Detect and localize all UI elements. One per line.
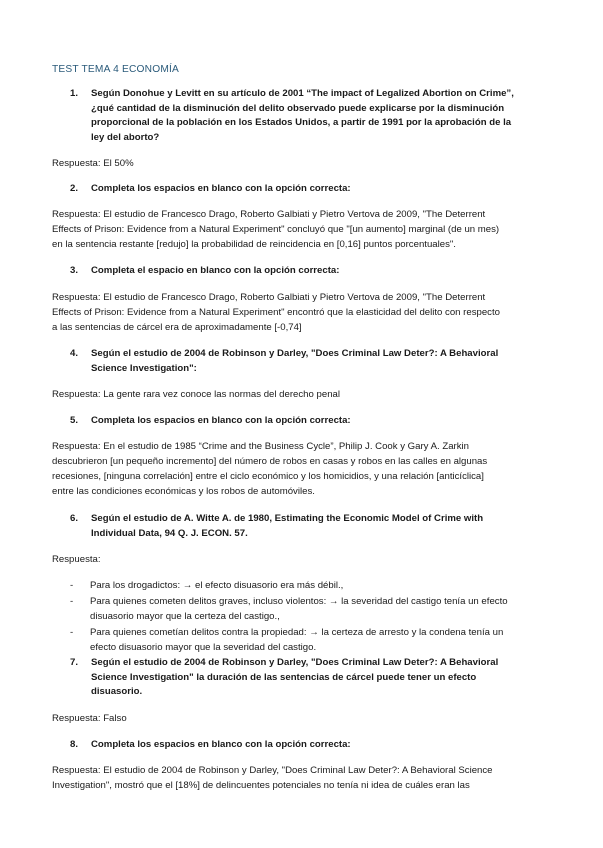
question-line: Science Investigation":	[91, 362, 197, 374]
answer-5-line: entre las condiciones económicas y los robos de automóviles.	[52, 486, 315, 497]
bullet-text: disuasorio mayor que la certeza del castigo.,	[90, 611, 280, 622]
answer-2-line: Respuesta: El estudio de Francesco Drago, Roberto Galbiati y Pietro Vertova de 2009, "The Deterrent	[52, 209, 486, 220]
question-6	[70, 512, 550, 542]
question-1	[70, 87, 550, 147]
question-line: Individual Data, 94 Q. J. ECON. 57.	[91, 527, 248, 539]
question-number: 8.	[70, 739, 79, 750]
answer-3-line: Effects of Prison: Evidence from a Natural Experiment" encontró que la elasticidad del delito con respecto	[52, 307, 500, 318]
question-line: Science Investigation" la duración de las sentencias de cárcel puede tener un efecto	[91, 671, 477, 683]
question-4	[70, 347, 550, 377]
document-title: TEST TEMA 4 ECONOMÍA	[52, 64, 180, 75]
answer-7: Respuesta: Falso	[52, 713, 127, 724]
answer-3-line: a las sentencias de cárcel era de aproximadamente [-0,74]	[52, 322, 302, 333]
question-line: Según el estudio de 2004 de Robinson y Darley, "Does Criminal Law Deter?: A Behavioral	[91, 348, 499, 359]
question-number: 6.	[70, 513, 79, 524]
question-line: Según el estudio de A. Witte A. de 1980, Estimating the Economic Model of Crime with	[91, 513, 484, 524]
bullet-text: Para quienes cometen delitos graves, incluso violentos: → la severidad del castigo tenía un efecto	[90, 596, 508, 607]
question-text: Completa el espacio en blanco con la opción correcta:	[91, 265, 340, 276]
question-number: 2.	[70, 183, 79, 194]
question-text	[91, 656, 549, 700]
question-number: 7.	[70, 657, 79, 668]
question-text	[91, 512, 549, 541]
answer-2-line: Effects of Prison: Evidence from a Natural Experiment" concluyó que "[un aumento] marginal (de un mes)	[52, 224, 500, 235]
question-text: Completa los espacios en blanco con la opción correcta:	[91, 183, 351, 194]
question-7	[70, 656, 550, 701]
question-line: Según el estudio de 2004 de Robinson y Darley, "Does Criminal Law Deter?: A Behavioral	[91, 657, 499, 668]
answer-8-line: Respuesta: El estudio de 2004 de Robinson y Darley, "Does Criminal Law Deter?: A Behavioral Science	[52, 765, 493, 776]
answer-5-line: recesiones, [ninguna correlación] entre el ciclo económico y los homicidios, y una relación [anticíclica]	[52, 471, 484, 482]
answer-2-line: en la sentencia restante [redujo] la probabilidad de reincidencia en [0,16] puntos porcentuales".	[52, 239, 456, 250]
question-line: proporcional de la población en los Estados Unidos, a partir de 1991 por la aprobación de la	[91, 117, 512, 129]
bullet-text: Para quienes cometían delitos contra la propiedad: → la certeza de arresto y la condena tenía un	[90, 627, 504, 638]
answer-6: Respuesta:	[52, 554, 101, 565]
answer-5-line: descubrieron [un pequeño incremento] del número de robos en casas y robos en las calles en algunas	[52, 456, 488, 467]
question-text	[91, 87, 549, 145]
answer-5-line: Respuesta: En el estudio de 1985 “Crime and the Business Cycle”, Philip J. Cook y Gary A. Zarkin	[52, 441, 469, 452]
question-line: ley del aborto?	[91, 131, 160, 143]
question-number: 1.	[70, 88, 79, 99]
question-text: Completa los espacios en blanco con la opción correcta:	[91, 739, 351, 750]
question-line: disuasorio.	[91, 686, 143, 698]
bullet-marker: -	[70, 596, 74, 607]
question-number: 5.	[70, 415, 79, 426]
question-line: Según Donohue y Levitt en su artículo de 2001 “The impact of Legalized Abortion on Crime”,	[91, 88, 514, 99]
bullet-text: Para los drogadictos: → el efecto disuasorio era más débil.,	[90, 580, 344, 591]
question-line: ¿qué cantidad de la disminución del delito observado puede explicarse por la disminución	[91, 102, 505, 114]
question-text: Completa los espacios en blanco con la opción correcta:	[91, 415, 351, 426]
question-number: 3.	[70, 265, 79, 276]
bullet-marker: -	[70, 580, 74, 591]
bullet-marker: -	[70, 627, 74, 638]
answer-4: Respuesta: La gente rara vez conoce las normas del derecho penal	[52, 389, 340, 400]
answer-3-line: Respuesta: El estudio de Francesco Drago, Roberto Galbiati y Pietro Vertova de 2009, "The Deterrent	[52, 292, 486, 303]
question-text	[91, 347, 549, 376]
question-number: 4.	[70, 348, 79, 359]
bullet-text: efecto disuasorio mayor que la severidad del castigo.	[90, 642, 317, 653]
answer-8-line: Investigation", mostró que el [18%] de delincuentes potenciales no tenía ni idea de cuáles eran las	[52, 780, 470, 791]
answer-1: Respuesta: El 50%	[52, 158, 134, 169]
